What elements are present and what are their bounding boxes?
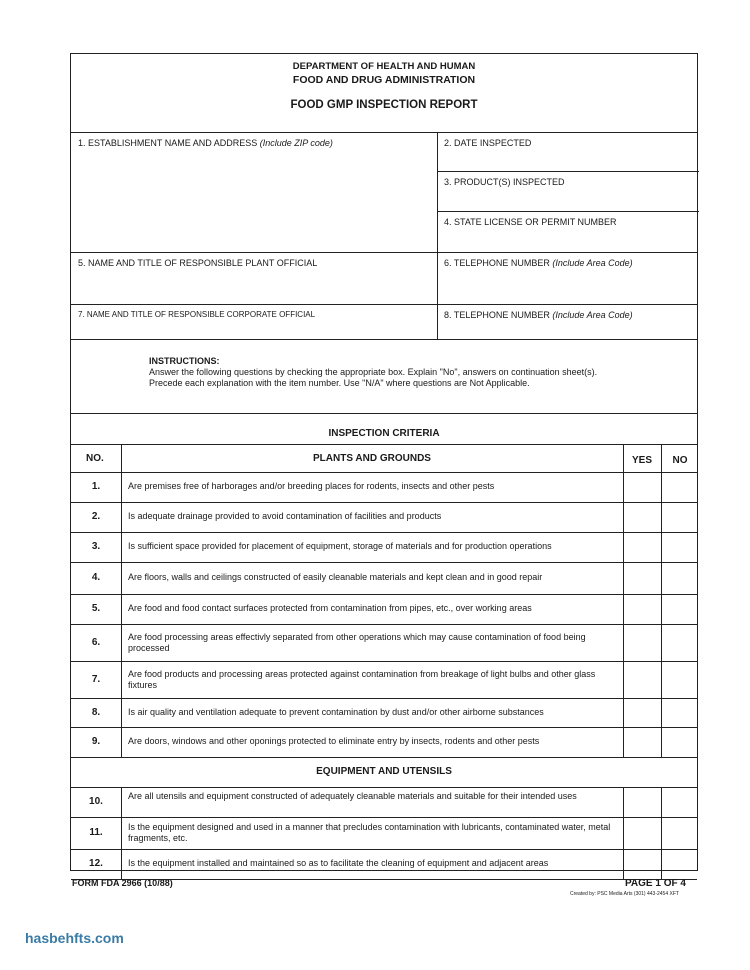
field-1-note: (Include ZIP code): [259, 138, 333, 148]
item-number: 11.: [89, 827, 103, 838]
item-number: 9.: [91, 736, 101, 747]
field-telephone-corporate[interactable]: [437, 304, 699, 339]
instructions-line-2: Precede each explanation with the item number. Use "N/A" where questions are Not Applicable.: [149, 378, 530, 388]
yes-checkbox[interactable]: [623, 727, 661, 757]
yes-checkbox[interactable]: [623, 532, 661, 562]
col-header-no: NO: [672, 455, 688, 466]
criteria-row: [71, 594, 697, 624]
no-checkbox[interactable]: [661, 472, 699, 502]
col-header-yes: YES: [631, 455, 652, 466]
no-checkbox[interactable]: [661, 661, 699, 698]
field-establishment[interactable]: [71, 132, 437, 252]
item-question: Are food products and processing areas protected against contamination from breakage of light bulbs and other glass fixtures: [128, 668, 596, 690]
col-header-number: NO.: [86, 453, 104, 464]
field-telephone-plant[interactable]: [437, 252, 699, 304]
form-header: [71, 54, 697, 133]
item-question: Are premises free of harborages and/or breeding places for rodents, insects and other pests: [128, 481, 495, 491]
agency-name: FOOD AND DRUG ADMINISTRATION: [292, 74, 476, 86]
criteria-row: [71, 624, 697, 661]
no-checkbox[interactable]: [661, 502, 699, 532]
field-2-label: 2. DATE INSPECTED: [444, 138, 532, 148]
item-number: 5.: [91, 603, 101, 614]
item-number: 8.: [91, 706, 101, 718]
item-question: Is the equipment designed and used in a manner that precludes contamination with lubricants, contaminated water, metal fragments, etc.: [128, 822, 611, 843]
item-number: 6.: [91, 636, 101, 648]
field-3-label: 3. PRODUCT(S) INSPECTED: [444, 177, 565, 187]
column-divider: [121, 444, 122, 757]
no-checkbox[interactable]: [661, 562, 699, 594]
watermark: hasbehfts.com: [25, 930, 124, 946]
no-checkbox[interactable]: [661, 849, 699, 879]
yes-checkbox[interactable]: [623, 698, 661, 727]
field-8-note: (Include Area Code): [552, 310, 633, 320]
item-question: Is air quality and ventilation adequate to prevent contamination by dust and/or other airborne substances: [128, 706, 544, 717]
instructions: [149, 356, 597, 389]
no-checkbox[interactable]: [661, 532, 699, 562]
field-6-label: 6. TELEPHONE NUMBER: [444, 258, 550, 268]
item-number: 7.: [91, 673, 101, 685]
item-question: Are food processing areas effectivly separated from other operations which may cause contamination of food being processed: [128, 631, 586, 653]
criteria-row: [71, 817, 697, 849]
item-number: 3.: [91, 541, 101, 552]
field-products[interactable]: [437, 171, 699, 211]
item-number: 1.: [91, 481, 101, 492]
column-divider: [121, 787, 122, 879]
yes-checkbox[interactable]: [623, 472, 661, 502]
no-checkbox[interactable]: [661, 594, 699, 624]
field-4-label: 4. STATE LICENSE OR PERMIT NUMBER: [444, 217, 617, 227]
no-checkbox[interactable]: [661, 817, 699, 849]
field-1-label: 1. ESTABLISHMENT NAME AND ADDRESS: [78, 138, 258, 148]
yes-checkbox[interactable]: [623, 502, 661, 532]
yes-checkbox[interactable]: [623, 661, 661, 698]
criteria-row: [71, 787, 697, 817]
instructions-line-1: Answer the following questions by checking the appropriate box. Explain "No", answers on continuation sheet(s).: [149, 367, 598, 377]
criteria-row: [71, 472, 697, 502]
item-question: Are food and food contact surfaces protected from contamination from pipes, etc., over working areas: [128, 603, 532, 613]
yes-checkbox[interactable]: [623, 849, 661, 879]
yes-checkbox[interactable]: [623, 594, 661, 624]
yes-checkbox[interactable]: [623, 817, 661, 849]
no-checkbox[interactable]: [661, 727, 699, 757]
field-plant-official[interactable]: [71, 252, 437, 304]
field-6-note: (Include Area Code): [552, 258, 633, 268]
form-id: FORM FDA 2966 (10/88): [72, 878, 173, 888]
item-number: 12.: [89, 858, 103, 869]
item-question: Are floors, walls and ceilings constructed of easily cleanable materials and kept clean and in good repair: [128, 572, 543, 582]
no-checkbox[interactable]: [661, 624, 699, 661]
column-divider: [623, 444, 624, 757]
field-license[interactable]: [437, 211, 699, 252]
criteria-title: INSPECTION CRITERIA: [328, 428, 440, 439]
item-number: 10.: [89, 796, 103, 807]
column-divider: [623, 787, 624, 879]
equipment-title: EQUIPMENT AND UTENSILS: [316, 766, 452, 777]
no-checkbox[interactable]: [661, 787, 699, 817]
instructions-title: INSTRUCTIONS:: [149, 356, 220, 366]
no-checkbox[interactable]: [661, 698, 699, 727]
field-8-label: 8. TELEPHONE NUMBER: [444, 310, 550, 320]
item-question: Is sufficient space provided for placement of equipment, storage of materials and for production operations: [128, 541, 552, 551]
item-number: 4.: [91, 572, 101, 583]
item-question: Are doors, windows and other oponings protected to eliminate entry by insects, rodents and other pests: [128, 736, 540, 746]
field-date-inspected[interactable]: [437, 132, 699, 171]
criteria-row: [71, 849, 697, 879]
criteria-row: [71, 727, 697, 757]
item-question: Are all utensils and equipment constructed of adequately cleanable materials and suitable for their intended uses: [128, 791, 577, 801]
criteria-row: [71, 661, 697, 698]
field-5-label: 5. NAME AND TITLE OF RESPONSIBLE PLANT OFFICIAL: [78, 258, 318, 268]
field-7-label: 7. NAME AND TITLE OF RESPONSIBLE CORPORATE OFFICIAL: [78, 310, 316, 319]
yes-checkbox[interactable]: [623, 562, 661, 594]
col-header-plants: PLANTS AND GROUNDS: [313, 453, 431, 464]
inspection-form: [70, 53, 698, 871]
item-question: Is adequate drainage provided to avoid contamination of facilities and products: [128, 511, 442, 521]
item-question: Is the equipment installed and maintained so as to facilitate the cleaning of equipment and adjacent areas: [128, 858, 549, 868]
criteria-row: [71, 502, 697, 532]
yes-checkbox[interactable]: [623, 624, 661, 661]
item-number: 2.: [91, 511, 101, 522]
page-number: PAGE 1 OF 4: [625, 878, 686, 889]
department-name: DEPARTMENT OF HEALTH AND HUMAN: [292, 61, 476, 72]
field-corporate-official[interactable]: [71, 304, 437, 339]
column-divider: [661, 444, 662, 757]
row-divider: [71, 757, 697, 758]
criteria-row: [71, 562, 697, 594]
criteria-row: [71, 698, 697, 727]
criteria-row: [71, 532, 697, 562]
credit-line: Created by: PSC Media Arts (301) 443-2454 XFT: [570, 891, 679, 897]
form-title: FOOD GMP INSPECTION REPORT: [290, 99, 478, 111]
column-divider: [661, 787, 662, 879]
yes-checkbox[interactable]: [623, 787, 661, 817]
